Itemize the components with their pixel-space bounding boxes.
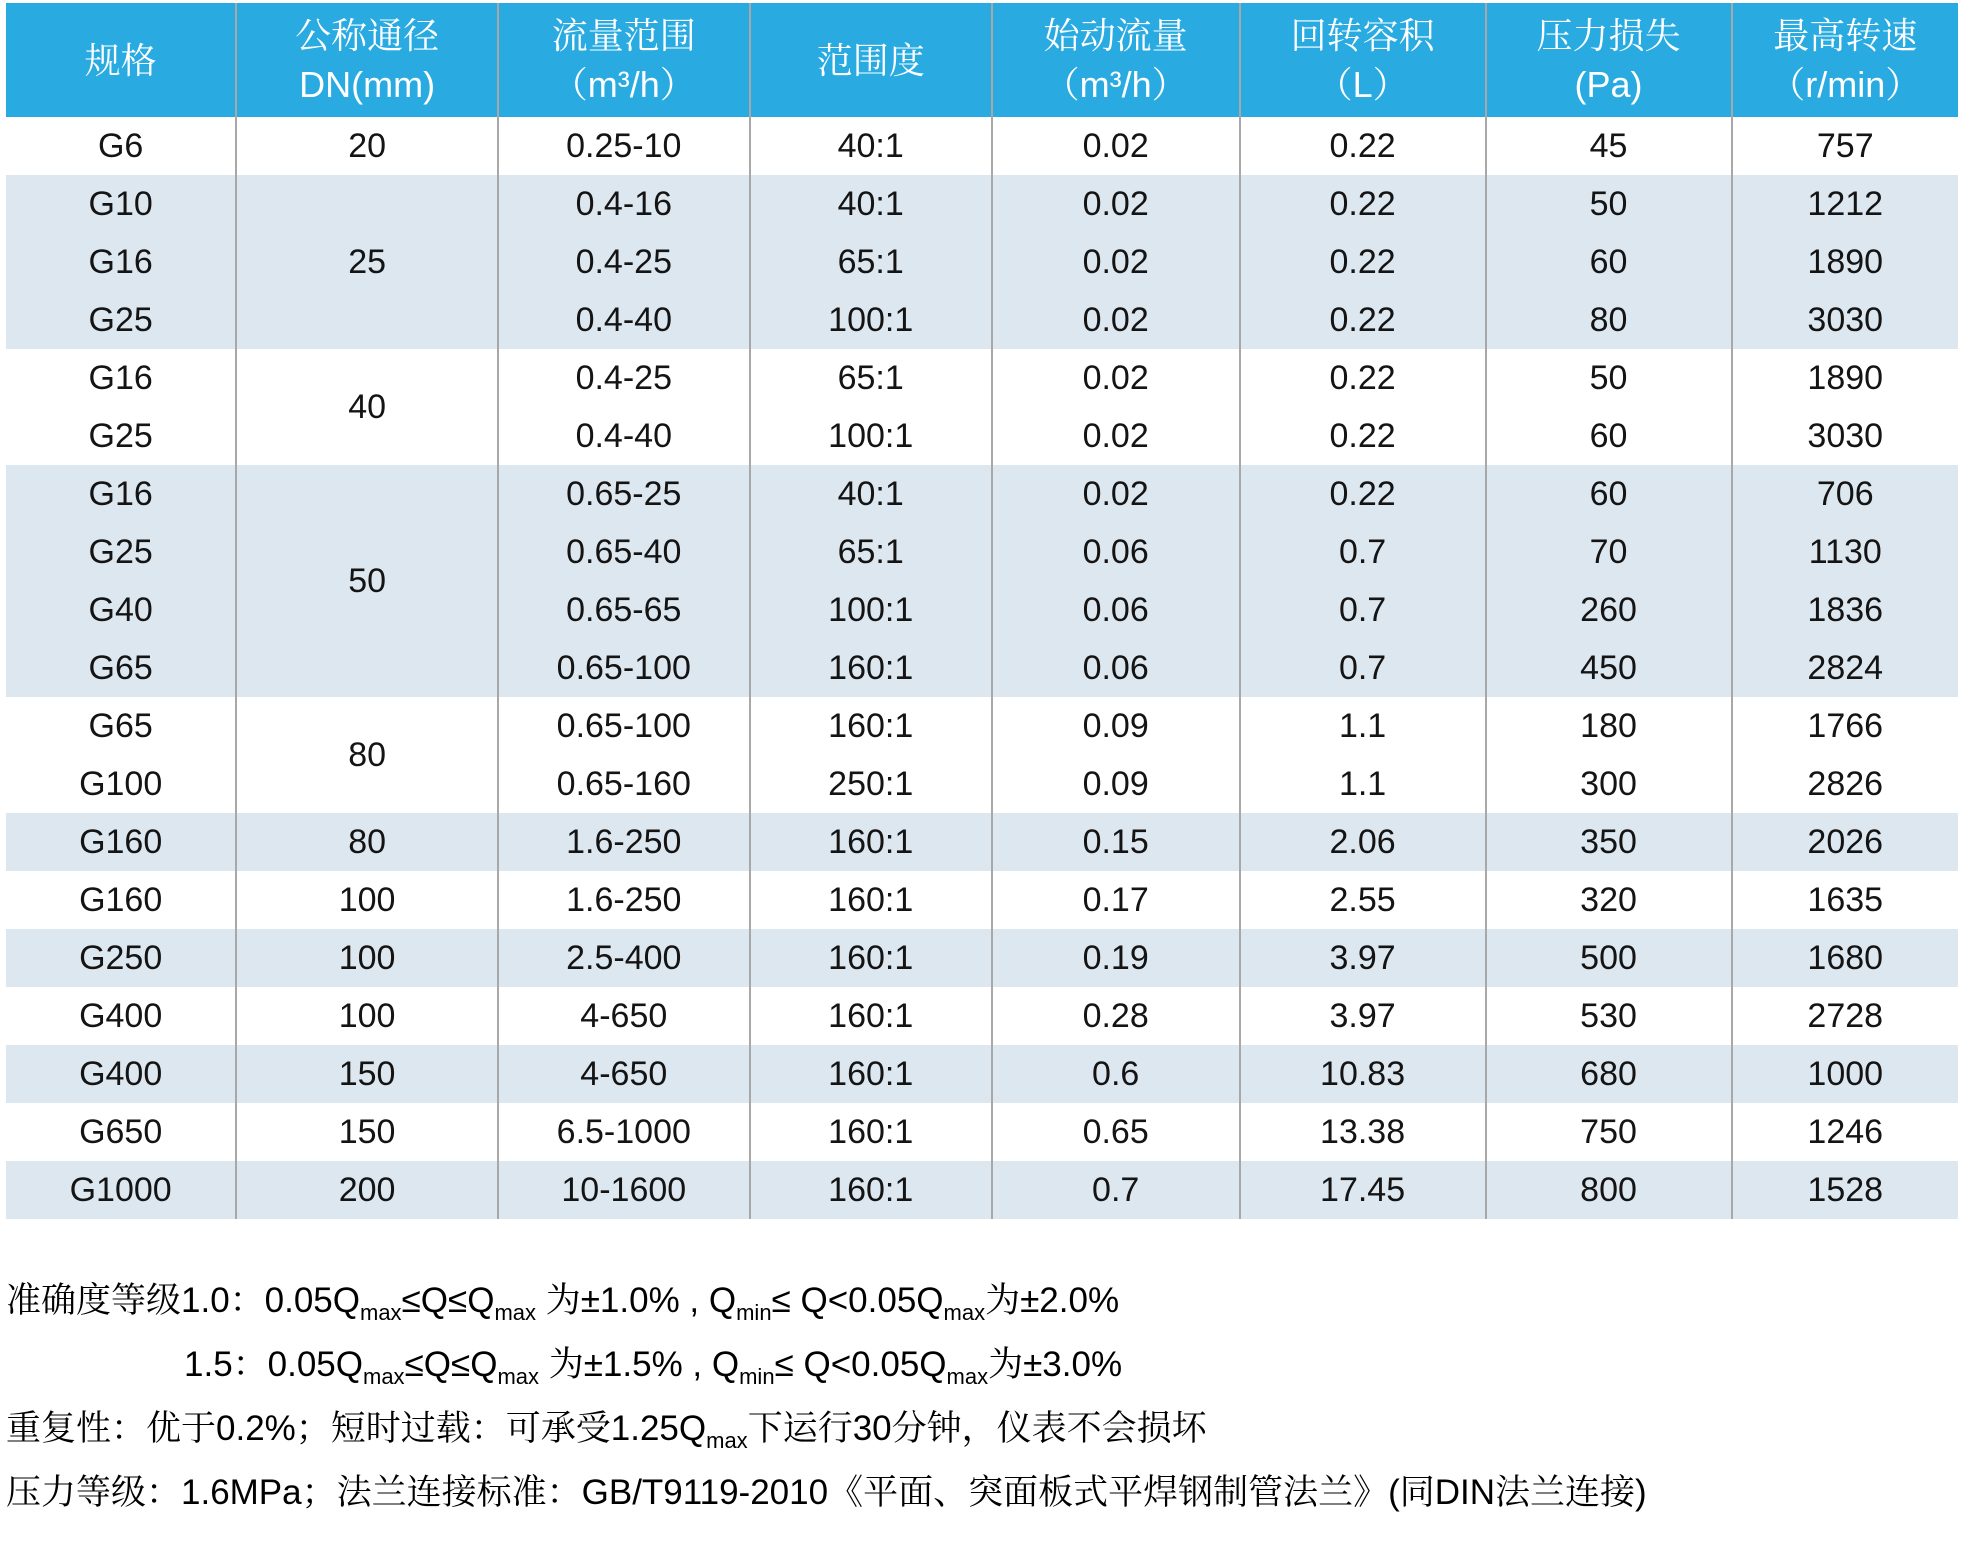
note-text: ≤Q≤Q xyxy=(404,1345,498,1384)
cell-dn: 100 xyxy=(236,871,498,929)
cell-spec: G400 xyxy=(6,1045,236,1103)
header-line: 流量范围 xyxy=(551,15,696,56)
cell-spec: G25 xyxy=(6,291,236,349)
cell-spec: G40 xyxy=(6,581,236,639)
cell-ratio: 160:1 xyxy=(750,697,992,755)
cell-dn: 20 xyxy=(236,117,498,175)
cell-spec: G65 xyxy=(6,639,236,697)
cell-flow: 0.4-25 xyxy=(498,233,750,291)
notes-section xyxy=(6,1269,1958,1525)
cell-spec: G160 xyxy=(6,871,236,929)
cell-start: 0.02 xyxy=(992,233,1240,291)
cell-ratio: 40:1 xyxy=(750,175,992,233)
cell-flow: 4-650 xyxy=(498,987,750,1045)
note-line xyxy=(6,1333,1958,1397)
note-text: 准确度等级1.0：0.05Q xyxy=(6,1281,360,1320)
header-cell xyxy=(992,3,1240,117)
cell-flow: 0.4-40 xyxy=(498,291,750,349)
cell-spec: G16 xyxy=(6,233,236,291)
cell-spec: G10 xyxy=(6,175,236,233)
cell-ratio: 160:1 xyxy=(750,1045,992,1103)
cell-flow: 6.5-1000 xyxy=(498,1103,750,1161)
cell-ratio: 160:1 xyxy=(750,987,992,1045)
cell-volume: 2.06 xyxy=(1240,813,1486,871)
note-text: ≤ Q<0.05Q xyxy=(771,1281,944,1320)
note-subscript: max xyxy=(363,1364,405,1389)
cell-loss: 70 xyxy=(1486,523,1732,581)
cell-dn: 80 xyxy=(236,697,498,813)
note-text: 压力等级：1.6MPa；法兰连接标准：GB/T9119-2010《平面、突面板式平焊钢制管法兰》(同DIN法兰连接) xyxy=(6,1473,1647,1512)
cell-ratio: 160:1 xyxy=(750,871,992,929)
cell-dn: 100 xyxy=(236,929,498,987)
cell-flow: 0.65-100 xyxy=(498,697,750,755)
header-cell xyxy=(1240,3,1486,117)
cell-flow: 1.6-250 xyxy=(498,871,750,929)
cell-volume: 0.22 xyxy=(1240,117,1486,175)
cell-dn: 80 xyxy=(236,813,498,871)
cell-ratio: 100:1 xyxy=(750,407,992,465)
table-row xyxy=(6,813,1958,871)
note-line xyxy=(6,1461,1958,1525)
header-line: （r/min） xyxy=(1769,64,1922,105)
cell-ratio: 65:1 xyxy=(750,523,992,581)
cell-speed: 3030 xyxy=(1732,291,1959,349)
header-line: （m³/h） xyxy=(1043,64,1188,105)
cell-speed: 757 xyxy=(1732,117,1959,175)
cell-speed: 1528 xyxy=(1732,1161,1959,1219)
cell-flow: 0.65-40 xyxy=(498,523,750,581)
header-line: 压力损失 xyxy=(1536,15,1681,56)
cell-start: 0.02 xyxy=(992,175,1240,233)
cell-volume: 0.22 xyxy=(1240,349,1486,407)
note-text: 为±1.0% , Q xyxy=(536,1281,737,1320)
note-text: 为±1.5% , Q xyxy=(539,1345,740,1384)
cell-loss: 260 xyxy=(1486,581,1732,639)
header-cell xyxy=(498,3,750,117)
cell-speed: 1000 xyxy=(1732,1045,1959,1103)
header-line: 范围度 xyxy=(816,39,925,81)
table-row xyxy=(6,871,1958,929)
cell-start: 0.15 xyxy=(992,813,1240,871)
note-subscript: max xyxy=(943,1300,986,1325)
table-row xyxy=(6,1161,1958,1219)
cell-speed: 1212 xyxy=(1732,175,1959,233)
cell-flow: 0.4-40 xyxy=(498,407,750,465)
cell-speed: 2728 xyxy=(1732,987,1959,1045)
cell-loss: 750 xyxy=(1486,1103,1732,1161)
cell-loss: 680 xyxy=(1486,1045,1732,1103)
cell-loss: 350 xyxy=(1486,813,1732,871)
header-line: （m³/h） xyxy=(551,64,696,105)
cell-start: 0.06 xyxy=(992,523,1240,581)
cell-start: 0.02 xyxy=(992,349,1240,407)
header-line: DN(mm) xyxy=(299,64,436,105)
cell-loss: 45 xyxy=(1486,117,1732,175)
cell-loss: 60 xyxy=(1486,465,1732,523)
cell-ratio: 160:1 xyxy=(750,639,992,697)
table-header xyxy=(6,3,1958,117)
cell-speed: 1890 xyxy=(1732,233,1959,291)
table-row xyxy=(6,175,1958,233)
cell-start: 0.09 xyxy=(992,755,1240,813)
header-cell xyxy=(750,3,992,117)
cell-volume: 0.22 xyxy=(1240,233,1486,291)
cell-volume: 0.22 xyxy=(1240,407,1486,465)
note-text: ≤ Q<0.05Q xyxy=(774,1345,947,1384)
table-row xyxy=(6,117,1958,175)
cell-speed: 1766 xyxy=(1732,697,1959,755)
cell-spec: G16 xyxy=(6,465,236,523)
table-row xyxy=(6,349,1958,407)
table-row xyxy=(6,1045,1958,1103)
cell-volume: 3.97 xyxy=(1240,929,1486,987)
table-row xyxy=(6,987,1958,1045)
cell-volume: 0.7 xyxy=(1240,639,1486,697)
note-subscript: min xyxy=(739,1364,775,1389)
cell-start: 0.19 xyxy=(992,929,1240,987)
cell-start: 0.06 xyxy=(992,639,1240,697)
cell-ratio: 40:1 xyxy=(750,465,992,523)
spec-table xyxy=(6,3,1958,1219)
header-cell xyxy=(1732,3,1959,117)
cell-speed: 1836 xyxy=(1732,581,1959,639)
cell-volume: 0.22 xyxy=(1240,291,1486,349)
cell-volume: 1.1 xyxy=(1240,697,1486,755)
cell-volume: 0.7 xyxy=(1240,523,1486,581)
header-cell xyxy=(1486,3,1732,117)
note-line xyxy=(6,1397,1958,1461)
cell-loss: 60 xyxy=(1486,407,1732,465)
cell-flow: 10-1600 xyxy=(498,1161,750,1219)
cell-volume: 13.38 xyxy=(1240,1103,1486,1161)
cell-dn: 100 xyxy=(236,987,498,1045)
cell-dn: 50 xyxy=(236,465,498,697)
cell-flow: 0.25-10 xyxy=(498,117,750,175)
cell-volume: 1.1 xyxy=(1240,755,1486,813)
cell-ratio: 160:1 xyxy=(750,1103,992,1161)
header-line: 始动流量 xyxy=(1043,15,1188,56)
cell-dn: 40 xyxy=(236,349,498,465)
cell-spec: G25 xyxy=(6,407,236,465)
cell-dn: 150 xyxy=(236,1045,498,1103)
cell-dn: 150 xyxy=(236,1103,498,1161)
cell-flow: 0.65-25 xyxy=(498,465,750,523)
cell-flow: 2.5-400 xyxy=(498,929,750,987)
cell-ratio: 160:1 xyxy=(750,1161,992,1219)
note-subscript: max xyxy=(706,1428,748,1453)
header-line: (Pa) xyxy=(1574,64,1643,105)
cell-speed: 1680 xyxy=(1732,929,1959,987)
cell-start: 0.02 xyxy=(992,465,1240,523)
table-row xyxy=(6,697,1958,755)
cell-start: 0.02 xyxy=(992,407,1240,465)
cell-spec: G400 xyxy=(6,987,236,1045)
note-line xyxy=(6,1269,1958,1333)
cell-ratio: 160:1 xyxy=(750,813,992,871)
cell-speed: 2026 xyxy=(1732,813,1959,871)
cell-ratio: 250:1 xyxy=(750,755,992,813)
cell-volume: 3.97 xyxy=(1240,987,1486,1045)
cell-volume: 0.22 xyxy=(1240,465,1486,523)
note-subscript: max xyxy=(494,1300,536,1325)
cell-loss: 800 xyxy=(1486,1161,1732,1219)
cell-loss: 500 xyxy=(1486,929,1732,987)
cell-ratio: 100:1 xyxy=(750,291,992,349)
cell-loss: 80 xyxy=(1486,291,1732,349)
cell-dn: 25 xyxy=(236,175,498,349)
cell-loss: 50 xyxy=(1486,175,1732,233)
cell-spec: G1000 xyxy=(6,1161,236,1219)
cell-flow: 0.4-25 xyxy=(498,349,750,407)
cell-volume: 0.7 xyxy=(1240,581,1486,639)
cell-spec: G16 xyxy=(6,349,236,407)
cell-start: 0.06 xyxy=(992,581,1240,639)
cell-loss: 450 xyxy=(1486,639,1732,697)
cell-loss: 530 xyxy=(1486,987,1732,1045)
header-cell xyxy=(236,3,498,117)
cell-start: 0.09 xyxy=(992,697,1240,755)
cell-speed: 2824 xyxy=(1732,639,1959,697)
cell-speed: 1246 xyxy=(1732,1103,1959,1161)
cell-loss: 320 xyxy=(1486,871,1732,929)
cell-start: 0.6 xyxy=(992,1045,1240,1103)
cell-loss: 300 xyxy=(1486,755,1732,813)
cell-start: 0.7 xyxy=(992,1161,1240,1219)
cell-volume: 2.55 xyxy=(1240,871,1486,929)
cell-flow: 0.65-65 xyxy=(498,581,750,639)
cell-spec: G650 xyxy=(6,1103,236,1161)
cell-ratio: 100:1 xyxy=(750,581,992,639)
cell-start: 0.28 xyxy=(992,987,1240,1045)
cell-loss: 180 xyxy=(1486,697,1732,755)
cell-start: 0.65 xyxy=(992,1103,1240,1161)
cell-flow: 0.65-160 xyxy=(498,755,750,813)
cell-loss: 60 xyxy=(1486,233,1732,291)
note-subscript: max xyxy=(360,1300,402,1325)
note-text: 下运行30分钟，仪表不会损坏 xyxy=(747,1409,1207,1448)
table-body xyxy=(6,117,1958,1219)
cell-spec: G160 xyxy=(6,813,236,871)
cell-start: 0.02 xyxy=(992,117,1240,175)
header-line: 规格 xyxy=(84,39,157,81)
cell-speed: 3030 xyxy=(1732,407,1959,465)
cell-flow: 4-650 xyxy=(498,1045,750,1103)
header-cell xyxy=(6,3,236,117)
cell-speed: 706 xyxy=(1732,465,1959,523)
note-text: ≤Q≤Q xyxy=(401,1281,495,1320)
cell-ratio: 65:1 xyxy=(750,349,992,407)
cell-ratio: 160:1 xyxy=(750,929,992,987)
note-text: 为±3.0% xyxy=(988,1345,1123,1384)
cell-volume: 17.45 xyxy=(1240,1161,1486,1219)
table-row xyxy=(6,929,1958,987)
header-line: （L） xyxy=(1316,64,1409,105)
cell-volume: 0.22 xyxy=(1240,175,1486,233)
cell-loss: 50 xyxy=(1486,349,1732,407)
table-row xyxy=(6,465,1958,523)
cell-speed: 1890 xyxy=(1732,349,1959,407)
cell-volume: 10.83 xyxy=(1240,1045,1486,1103)
note-subscript: max xyxy=(497,1364,539,1389)
header-line: 最高转速 xyxy=(1773,15,1918,56)
cell-spec: G6 xyxy=(6,117,236,175)
cell-flow: 0.65-100 xyxy=(498,639,750,697)
header-row xyxy=(6,3,1958,117)
header-line: 公称通径 xyxy=(295,15,440,56)
cell-start: 0.02 xyxy=(992,291,1240,349)
cell-dn: 200 xyxy=(236,1161,498,1219)
cell-spec: G65 xyxy=(6,697,236,755)
cell-speed: 1635 xyxy=(1732,871,1959,929)
cell-spec: G25 xyxy=(6,523,236,581)
cell-speed: 2826 xyxy=(1732,755,1959,813)
note-subscript: min xyxy=(736,1300,772,1325)
table-row xyxy=(6,1103,1958,1161)
note-text: 1.5：0.05Q xyxy=(184,1345,363,1384)
cell-flow: 0.4-16 xyxy=(498,175,750,233)
cell-spec: G100 xyxy=(6,755,236,813)
cell-speed: 1130 xyxy=(1732,523,1959,581)
cell-flow: 1.6-250 xyxy=(498,813,750,871)
note-text: 为±2.0% xyxy=(985,1281,1120,1320)
cell-ratio: 65:1 xyxy=(750,233,992,291)
cell-spec: G250 xyxy=(6,929,236,987)
cell-start: 0.17 xyxy=(992,871,1240,929)
header-line: 回转容积 xyxy=(1290,15,1435,56)
note-subscript: max xyxy=(946,1364,989,1389)
cell-ratio: 40:1 xyxy=(750,117,992,175)
note-text: 重复性：优于0.2%；短时过载：可承受1.25Q xyxy=(6,1409,707,1448)
